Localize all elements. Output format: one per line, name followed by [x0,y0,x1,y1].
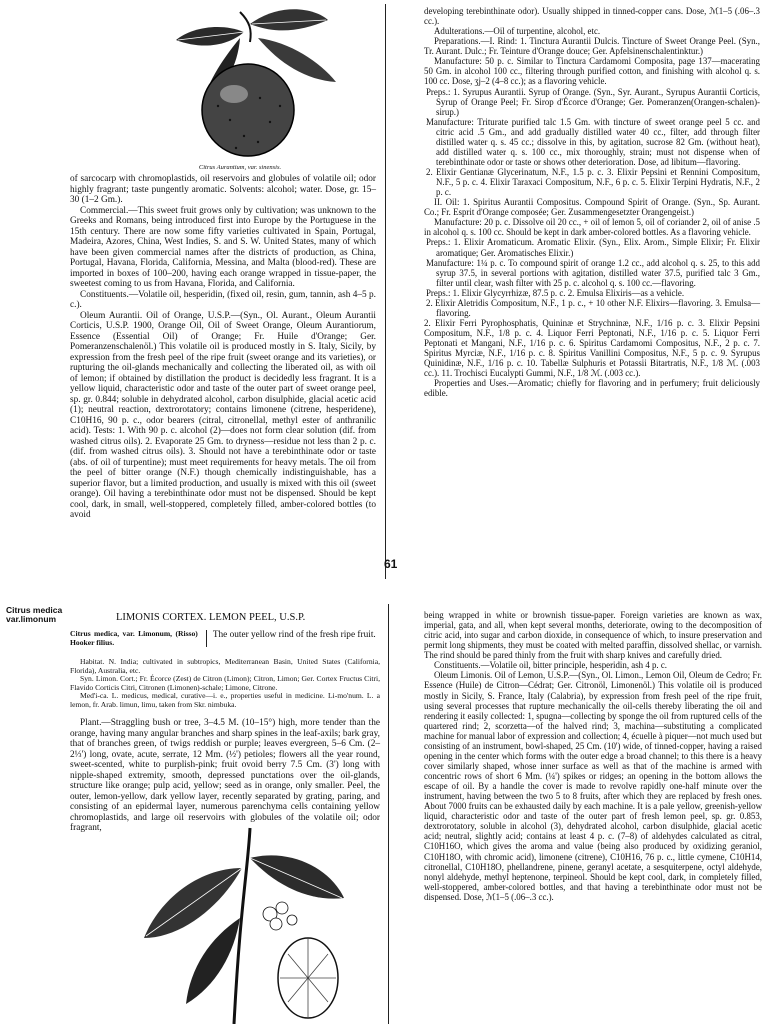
species-block [70,630,380,654]
lemon-branch-illustration [130,828,360,1024]
section-heading: LIMONIS CORTEX. LEMON PEEL, U.S.P. [116,612,306,623]
lower-right-column [424,610,762,1024]
paragraph: Manufacture: 1¼ p. c. To compound spirit of orange 1.2 cc., add alcohol q. s. 25, to this add syrup 37.5, in several portions with agitation, distilled water 37.5, purified talc 3 Gm., filter until clear, wash filter with 25 p. c. alcohol q. s. 100 cc.—flavoring. [426,257,760,288]
paragraph: Properties and Uses.—Aromatic; chiefly for flavoring and in perfumery; fruit deliciously edible. [424,378,760,399]
side-label: Citrus medica var.limonum [6,605,63,625]
figure-caption: Citrus Aurantium, var. sinensis. [198,164,282,171]
paragraph: Oleum Aurantii. Oil of Orange, U.S.P.—(Syn., Ol. Aurant., Oleum Aurantii Corticis, U.S.P. 1900, Orange Oil, Oil of Sweet Orange, Oleum Aurantiorum, Essence (Essential Oil) of Orange; Fr. Huile d'Orange; Ger. Pomeranzenschalenöl.) This volatile oil is produced mostly in S. Italy, Sicily, by expression from the fresh peel of the ripe fruit (sweet orange and its varieties), or rupturing the oil-glands mechanically and collecting the liberated oil, as with oil of lemon; if obtained by distillation the product is decidedly less fragrant. It is a yellow liquid, characteristic odor and taste of the outer part of sweet orange peel, sp. gr. 0.844; soluble in dehydrated alcohol, carbon disulphide, glacial acetic acid (1); neutral reaction, dextrorotatory; contains limonene (citrene, hesperidene), C10H16, 90 p. c., odor bearers (citral, citronellal, methyl ester of anthranilic acid). Tests: 1. With 90 p. c. alcohol (2)—does not form clear solution (dif. from washed citrus oils). 2. Evaporate 25 Gm. to dryness—residue not less than 2 p. c. (dif. from washed citrus oils). 3. Should not have a terebinthinate odor or taste (abs. of oil of turpentine); must meet requirements for heavy metals. The oil from the peel of bitter orange (N.F.) though chemically indistinguishable, has a superior flavor, but a limited production, and usually is mixed with this oil (sweet orange). Oil having a terebinthinate odor must not be dispensed. Should be kept cool, dark, in small, well-stoppered, completely filled, amber-colored bottles (to avoid [70,310,376,520]
paragraph: Adulterations.—Oil of turpentine, alcohol, etc. [434,26,601,37]
species-description: The outer yellow rind of the fresh ripe fruit. [206,630,380,647]
paragraph: Manufacture: 20 p. c. Dissolve oil 20 cc., + oil of lemon 5, oil of coriander 2, oil of anise .5 in alcohol q. s. 100 cc. Should be kept in dark amber-colored bottles. As a flavoring vehicle. [424,217,760,238]
paragraph: Oleum Limonis. Oil of Lemon, U.S.P.—(Syn., Ol. Limon., Lemon Oil, Oleum de Cedro; Fr. Essence (Huile) de Citron—Cédrat; Ger. Citronöl, Limonenöl.) This volatile oil is produced mostly in Sicily, S. France, Italy (Calabria), by expression from fresh peel of the ripe fruit, using several processes that rupture mechanically the oil-cells thereby liberating the oil and rendering it easily collected: 1, spugna—collecting by sponge the oil from ruptured cells of the quartered rind; 2, scorzetta—of the halved rind; 3, machina—substituting a complicated machine for manual labor of expression and collection; 4, écuelle à piquer—not much used but consisting of an instrument, bowl-shaped, 25 Cm. (10') wide, of tinned-copper, having a raised opening in the center which forms with the outer edge a broad channel; to this there is a heavy cover similarly shaped, whose inner surface as well as that of the machine is armed with concentric rows of short 6 Mm. (¼') spikes or ridges; an opening in the bottom allows the escape of oil. By a handle the cover is made to revolve rapidly one-half minute over the instrument, having between the two 5 to 8 fruits, after which they are replaced by fresh ones. About 7000 fruits can be exhausted daily by each machine. It is a pale yellow, greenish-yellow liquid, characteristic odor and taste of the outer part of fresh lemon peel, sp. gr. 0.853, dextrorotatory, soluble in alcohol (3), dehydrated alcohol, carbon disulphide, glacial acetic acid; neutral, slightly acid; contains at least 4 p. c. (7–8) of aldehydes calculated as citral, C10H16O, which gives the aroma and value (being also produced by oxidizing geraniol, C10H18O, with chromic acid), limonene (citrene), C10H16, 76 p. c., little cymene, C10H14, citronellal, C10H18O, phellandrene, pinene, geranyl acetate, a sesquiterpene, octyl aldehyde, nonyl aldehyde, methyl heptenone, terpineol. Should be kept cool, dark, in completely filled, well-stoppered, amber-colored bottles, and that having a terebinthinate odor must not be dispensed. Dose, ℳ1–5 (.06–.3 cc.). [424,670,762,902]
column-rule [388,604,389,1024]
upper-right-column [424,6,760,582]
page-number: 61 [384,557,398,571]
species-name: Citrus medica, var. Limonum, (Risso) Hooker filius. [70,629,198,647]
paragraph: 2. Elixir Aletridis Compositum, N.F., 1 p. c., + 10 other N.F. Elixirs—flavoring. 3. Emulsa—flavoring. [426,297,760,318]
lower-left-column [70,718,380,833]
note: Med'i-ca. L. medicus, medical, curative—i. e., properties useful in medicine. Li-mo'num. L. a lemon, fr. Arab. limun, limu, taken from Skr. nimbuka. [70,691,380,709]
paragraph: being wrapped in white or brownish tissue-paper. Foreign varieties are known as wax, imperial, gata, and all, when kept several months, deteriorate, owing to the decomposition of citric acid, into sugar and carbon dioxide, in consequence of which, to insure preservation and permit long shipments, they must be coated with melted paraffin, dissolved shellac, or varnish. The rind should be pared thinly from the fruit with sharp knives and carefully dried. [424,610,762,661]
paragraph: Plant.—Straggling bush or tree, 3–4.5 M. (10–15°) high, more tender than the orange, having many angular branches and sharp spines in the leaf-axils; bark gray, that of branches green, of twigs reddish or purple; leaves evergreen, 5–6 Cm. (2–2⅓') long, ovate, acute, serrate, 12 Mm. (½') petioles; flowers all the year round, sweet-scented, white to purplish-pink; fruit ovoid berry 7.5 Cm. (3') long with nipple-shaped extremity, smooth, depressed punctations over the oil-glands, structure like orange; pulp acid, yellow; seed as in orange, only smaller. Peel, the outer, lemon-yellow, dark yellow layer, recently separated by grating, paring, and consisting of an epidermal layer, numerous parenchyma cells containing yellow chromoplastids, and large oil reservoirs with globules of the volatile oil; odor fragrant, [70,718,380,833]
paragraph: Preps.: 1. Syrupus Aurantii. Syrup of Orange. (Syn., Syr. Aurant., Syrupus Aurantii Corticis, Syrup of Orange Peel; Fr. Sirop d'Écorce d'Orange; Ger. Pomeranzen(Orangen-schalen)-sirup.) [426,86,760,117]
paragraph: developing terebinthinate odor). Usually shipped in tinned-copper cans. Dose, ℳ1–5 (.06–.3 cc.). [424,6,760,27]
paragraph: Manufacture: 50 p. c. Similar to Tinctura Cardamomi Composita, page 137—macerating 50 Gm. in alcohol 100 cc., filtering through purified cotton, and finishing with alcohol q. s. 100 cc. Dose, ʒj–2 (4–8 cc.); as a flavoring vehicle. [424,56,760,87]
paragraph: of sarcocarp with chromoplastids, oil reservoirs and globules of volatile oil; odor highly fragrant; taste pungently aromatic. Solvents: alcohol; water. Dose, gr. 15–30 (1–2 Gm.). [70,174,376,205]
paragraph: 2. Elixir Ferri Pyrophosphatis, Quininæ et Strychninæ, N.F., 1/16 p. c. 3. Elixir Pepsini Compositum, N.F., 1/8 p. c. 4. Liquor Ferri Peptonati, N.F., 1/16 p. c. 5. Liquor Ferri Peptonati et Mangani, N.F., 1/16 p. c. 6. Spiritus Cardamomi Compositus, N.F., 2 p. c. 7. Spiritus Myrciæ, N.F., 1/16 p. c. 8. Spiritus Vanillini Compositus, N.F., 5 p. c. 9. Syrupus Quinidinæ, N.F., 1/16 p. c. 10. Tabellæ Sulphuris et Potassii Bitartratis, N.F., 1/8 ℳ. (.003 cc.). 11. Trochisci Eucalypti Gummi, N.F., 1/8 ℳ. (.003 cc.). [424,317,760,379]
paragraph: Commercial.—This sweet fruit grows only by cultivation; was unknown to the Greeks and Romans, being introduced first into Europe by the Portuguese in the 15th century. There are now some fifty varieties cultivated in Spain, Portugal, Madeira, Azores, China, West Indies, S. and S. W. United States, many of which have been given commercial names after the districts of production, as China, Portugal, Havana, Florida, California, Messina, and Malta (blood-red). These are imported in boxes of 100–200, having each orange wrapped in tissue-paper, the sweetest coming to us from Havana, Florida, and California. [70,205,376,289]
paragraph: Preparations.—I. Rind: 1. Tinctura Aurantii Dulcis. Tincture of Sweet Orange Peel. (Syn., Tr. Aurant. Dulc.; Fr. Teinture d'Orange douce; Ger. Apfelsinenschalentinktur.) [424,36,760,57]
paragraph: II. Oil: 1. Spiritus Aurantii Compositus. Compound Spirit of Orange. (Syn., Sp. Aurant. Co.; Fr. Esprit d'Orange composée; Ger. Zusammengesetzter Orangengeist.) [424,197,760,218]
paragraph: Preps.: 1. Elixir Aromaticum. Aromatic Elixir. (Syn., Elix. Arom., Simple Elixir; Fr. Elixir aromatique; Ger. Aromatisches Elixir.) [426,237,760,258]
column-rule [385,4,386,579]
lower-page [0,600,768,1024]
paragraph: Manufacture: Triturate purified talc 1.5 Gm. with tincture of sweet orange peel 5 cc. and citric acid .5 Gm., and add gradually distilled water 40 cc., filter, add through filter distilled water q. s. 45 cc.; dissolve in this, by agitation, sucrose 82 Gm. (without heat), add distilled water q. s. 100 cc., mix thoroughly, strain; must not dispense when of terebinthinate odor or taste or shows other deterioration. Dose, ad libitum—flavoring. [426,116,760,167]
note: Habitat. N. India; cultivated in subtropics, Mediterranean Basin, United States (California, Florida), Australia, etc. [70,657,380,675]
note: Syn. Limon. Cort.; Fr. Écorce (Zest) de Citron (Limon); Citron, Limon; Ger. Cortex Fructus Citri, Flavido Corticis Citri, Citronen (Limonen)-schale; Limone, Citrone. [70,674,380,692]
paragraph: Constituents.—Volatile oil, bitter principle, hesperidin, ash 4 p. c. [434,660,668,671]
upper-left-column [70,174,376,580]
paragraph: 2. Elixir Gentianæ Glycerinatum, N.F., 1.5 p. c. 3. Elixir Pepsini et Rennini Compositum, N.F., 5 p. c. 4. Elixir Taraxaci Compositum, N.F., 6 p. c. 5. Elixir Terpini Hydratis, N.F., 2 p. c. [426,167,760,198]
paragraph: Preps.: 1. Elixir Glycyrrhizæ, 87.5 p. c. 2. Emulsa Elixiris—as a vehicle. [426,287,685,298]
notes-block [70,658,380,716]
paragraph: Constituents.—Volatile oil, hesperidin, (fixed oil, resin, gum, tannin, ash 4–5 p. c.). [70,289,376,310]
orange-fruit-illustration [140,2,350,164]
